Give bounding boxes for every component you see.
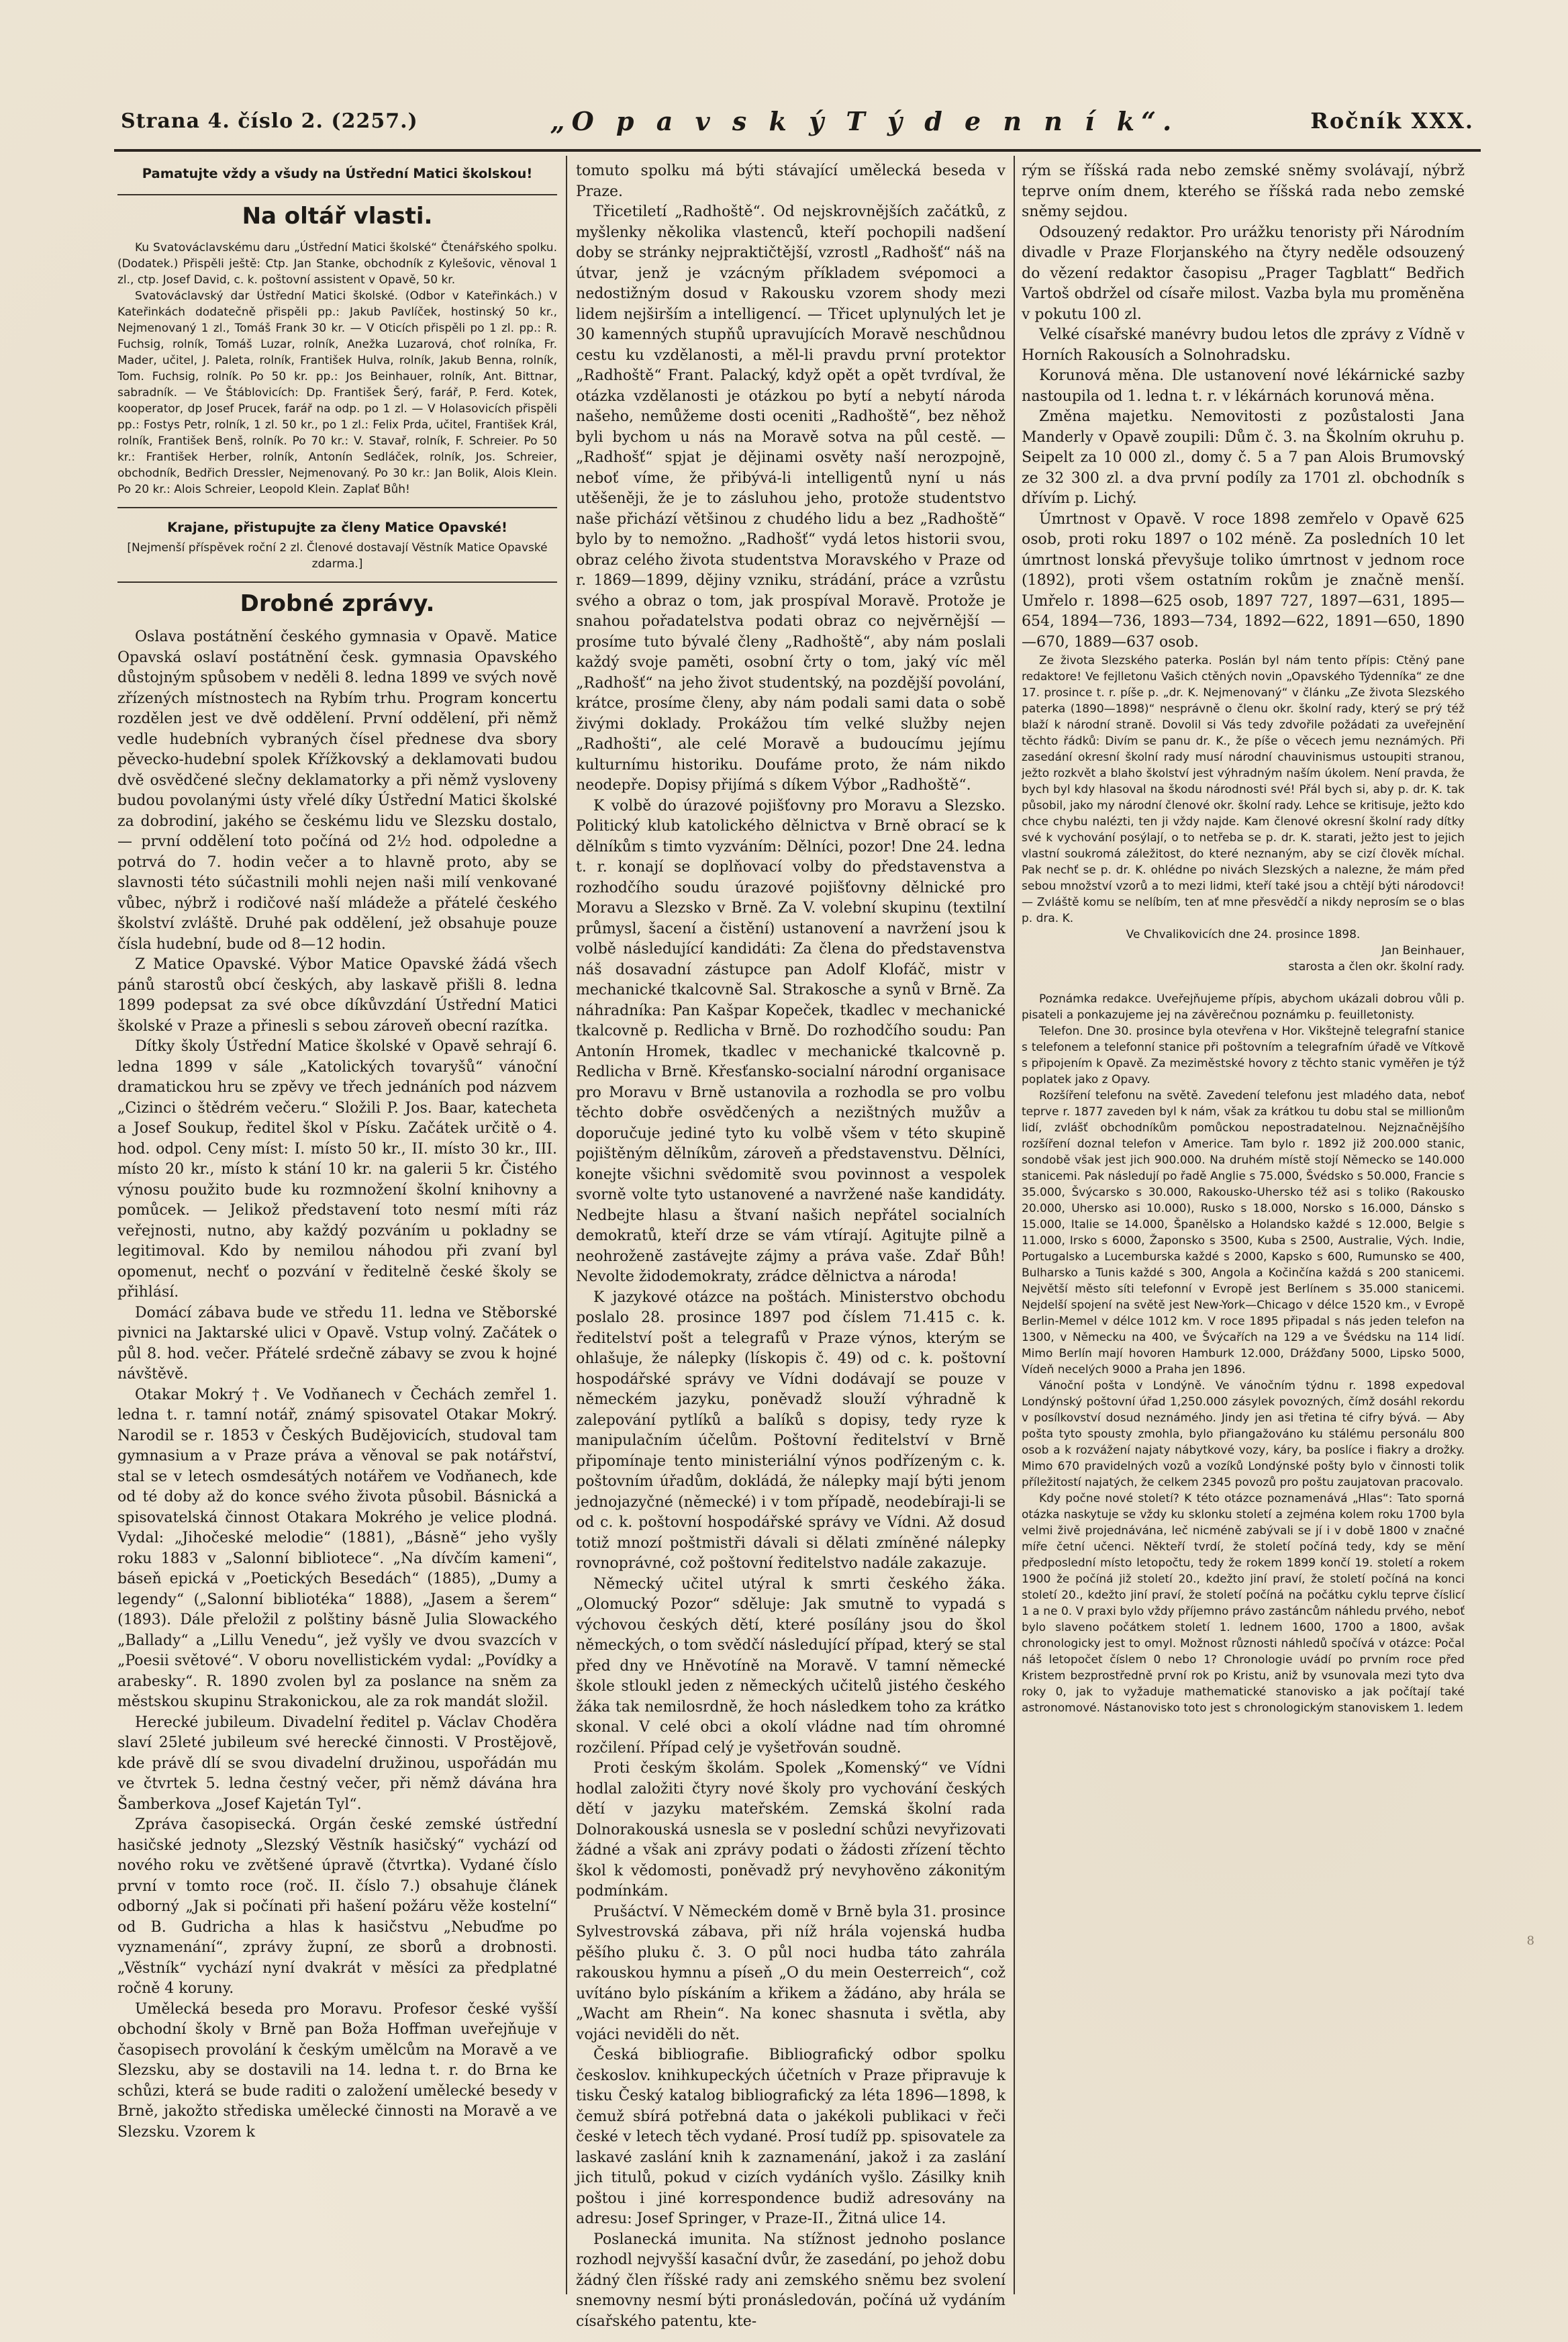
- column-divider-1: [566, 156, 567, 2294]
- header-rule: [114, 149, 1481, 152]
- letter-date: Ve Chvalikovicích dne 24. prosince 1898.: [1126, 928, 1361, 941]
- section-heading-drobne-zpravy: Drobné zprávy.: [240, 590, 435, 617]
- article-text: Rozšíření telefonu na světě. Zavedení telefonu jest mladého data, neboť teprve r. 1877 zaveden byl k nám, však za krátkou tu dobu stal se millionům lidí, zvlášť obchodníkům pomůckou nepostradatelnou. Nejznačnějšího rozšíření doznal telefon v Americe. Tam bylo r. 1892 již 200.000 stanic, sondobě však jest jich 900.000. Na druhém místě stojí Německo se 140.000 stanicemi. Pak následují po řadě Anglie s 75.000, Švédsko s 50.000, Francie s 35.000, Švýcarsko s 30.000, Rakousko-Uhersko též asi s toliko (Rakousko 20.000, Uhersko asi 10.000), Rusko s 18.000, Norsko s 16.000, Dánsko s 15.000, Italie se 14.000, Španělsko a Holandsko každé s 12.000, Belgie s 11.000, Irsko s 6000, Žaponsko s 3500, Kuba s 2500, Australie, Vých. Indie, Portugalsko a Lucemburska každé s 2000, Kapsko s 600, Rumunsko se 400, Bulharsko a Tunis každé s 300, Angola a Kočinčína každá s 200 stanicemi. Největší město síti telefonní v Evropě jest Berlínem s 35.000 stanicemi. Nejdelší spojení na světě jest New-York—Chicago v délce 1520 km., v Evropě Berlin-Memel v délce 1012 km. V roce 1895 připadal s nás jeden telefon na 1300, v Německu na 400, ve Švýcařích na 129 a ve Švédsku na 114 lidí. Mimo Berlín mají hovoren Hamburk 12.000, Drážďany 5000, Lipsko 5000, Vídeň necelých 9000 a Praha jen 1896.: [1022, 1089, 1465, 1376]
- article-text: tomuto spolku má býti stávající umělecká beseda v Praze.: [576, 162, 1006, 200]
- article-text: Z Matice Opavské. Výbor Matice Opavské žádá všech pánů starostů obcí českých, aby laskavě přišli 8. ledna 1899 podepsat za své obce díkůvzdání Ústřední Matici školské v Praze a přinesli s sebou zároveň obecní razítka.: [117, 956, 557, 1035]
- divider: [117, 581, 557, 583]
- article-text: Herecké jubileum. Divadelní ředitel p. Václav Choděra slaví 25leté jubileum své herecké činnosti. V Prostějově, kde právě dlí se svou divadelní družinou, uspořádán mu ve čtvrtek 5. ledna čestný večer, při němž dávána hra Šamberkova „Josef Kajetán Tyl“.: [117, 1714, 557, 1813]
- matice-banner: Pamatujte vždy a všudy na Ústřední Matici školskou!: [142, 166, 533, 181]
- spacer: [1022, 975, 1465, 991]
- column-divider-2: [1014, 156, 1015, 2294]
- article-text: Změna majetku. Nemovitosti z pozůstalosti Jana Manderly v Opavě zoupili: Dům č. 3. na Školním okruhu p. Seipelt za 10 000 zl., domy č. 5 a 7 pan Alois Brumovský ze 32 300 zl. a dva první podíly za 1701 zl. obchodník s dřívím p. Lichý.: [1022, 408, 1465, 507]
- editor-note: Poznámka redakce. Uveřejňujeme přípis, abychom ukázali dobrou vůli p. pisateli a ponkazujeme jej na závěrečnou poznámku p. feuilletonisty.: [1022, 992, 1465, 1022]
- article-text: Úmrtnost v Opavě. V roce 1898 zemřelo v Opavě 625 osob, proti roku 1897 o 102 méně. Za posledních 10 let úmrtnost lonská převyšuje toliko úmrtnost v jednom roce (1892), proti všem ostatním rokům je značně menší. Umřelo r. 1898—625 osob, 1897 727, 1897—631, 1895—654, 1894—736, 1893—734, 1892—622, 1891—650, 1890—670, 1889—637 osob.: [1022, 510, 1465, 651]
- divider: [117, 194, 557, 195]
- article-text: Dítky školy Ústřední Matice školské v Opavě sehrají 6. ledna 1899 v sále „Katolických tovaryšů“ vánoční dramatickou hru se zpěvy ve třech jednáních pod názvem „Cizinci o štědrém večeru.“ Složili P. Jos. Baar, katecheta a Josef Soukup, ředitel škol v Písku. Začátek určitě o 4. hod. odpol. Ceny míst: I. místo 50 kr., II. místo 30 kr., III. místo 20 kr., místo k stání 10 kr. na galerii 5 kr. Čistého výnosu použito bude ku rozmnožení školní knihovny a pomůcek. — Jelikož představení toto nesmí míti ráz veřejnosti, nutno, aby každý pozváním u pokladny se legitimoval. Kdo by nemilou náhodou při zvaní byl opomenut, nechť o pozvání v ředitelně české školy se přihlásí.: [117, 1038, 557, 1301]
- margin-mark: 8: [1526, 1934, 1534, 1948]
- page-number: Strana 4. číslo 2. (2257.): [121, 109, 418, 133]
- article-text: Korunová měna. Dle ustanovení nové lékárnické sazby nastoupila od 1. ledna t. r. v lékárnách korunová měna.: [1022, 367, 1465, 405]
- article-text: Domácí zábava bude ve středu 11. ledna ve Stěborské pivnici na Jaktarské ulici v Opavě. Vstup volný. Začátek o půl 8. hod. večer. Přátelé srdečně zábavy se zvou k hojné návštěvě.: [117, 1304, 557, 1383]
- article-text: Třicetiletí „Radhoště“. Od nejskrovnějších začátků, z myšlenky několika vlastenců, kteří pochopili nadšení doby se stránky nejpraktičtější, vzrostl „Radhošť“ náš na útvar, jenž je vzácným příkladem svépomoci a nedostižným dosud v Rakousku vzorem shody mezi lidem nejširším a intelligencí. — Třicet uplynulých let je 30 kamenných stupňů upravujících Moravě neschůdnou cestu ku vzdělanosti, a měl-li pravdu první protektor „Radhoště“ Frant. Palacký, když opět a opět tvrdíval, že otázka vzdělanosti je otázkou po bytí a nebytí národa našeho, nemůžeme dosti oceniti „Radhoště“, bez něhož byli bychom u nás na Moravě sotva na půl cestě. — „Radhošť“ spjat je dějinami osvěty naší nerozpojně, neboť víme, že přibývá-li intelligentů nyní u nás utěšeněji, že je to zásluhou jeho, protože studentstvo naše přichází většinou z chudého lidu a bez „Radhoště“ bylo by to nemožno. „Radhošť“ vydá letos historii svou, obraz celého života studentstva Moravského v Praze od r. 1869—1899, dějiny vzniku, strádání, práce a vzrůstu svého a obraz o tom, jak prospíval Moravě. Protože je snahou pořadatelstva podati obraz co nejvěrnější — prosíme tuto bývalé členy „Radhoště“, aby nám poslali každý svoje paměti, osobní črty o tom, jaký víc měl „Radhošť“ na jeho život studentský, na pozdější povolání, krátce, prosíme členy, aby nám podali sami data o sobě živými doklady. Prokážou tím velké služby nejen „Radhošti“, ale celé Moravě a budoucímu jejímu kulturnímu historiku. Doufáme proto, že nám nikdo neodepře. Dopisy přijímá s díkem Výbor „Radhoště“.: [576, 203, 1006, 794]
- article-text: K volbě do úrazové pojišťovny pro Moravu a Slezsko. Politický klub katolického dělnictva v Brně obrací se k dělníkům s timto vyzváním: Dělníci, pozor! Dne 24. ledna t. r. konají se doplňovací volby do představenstva a rozhodčího soudu úrazové pojišťovny dělnické pro Moravu a Slezsko v Brně. Za V. volební skupinu (textilní průmysl, šacení a čistění) ustanovení a navržení jsou k volbě následující kandidáti: Za člena do představenstva náš dosavadní zástupce pan Adolf Klofáč, mistr v mechanické tkalcovně Sal. Strakosche a synů v Brně. Za náhradníka: Pan Kašpar Kopeček, tkadlec v mechanické tkalcovně p. Redlicha v Brně. Do rozhodčího soudu: Pan Antonín Hromek, tkadlec v mechanické tkalcovně p. Redlicha v Brně. Křesťansko-socialní národní organisace pro Moravu v Brně ustanovila a rozhodla se pro volbu těchto dobře osvědčených a nezištných mužův a doporučuje jediné tyto ku volbě všem v této skupině pojištěným dělníkům, zároveň a představenstvu. Dělníci, konejte všichni svědomitě svou povinnost a vespolek svorně volte tyto ustanovené a navržené naše kandidáty. Nedbejte hlasu a štvaní našich nepřátel socialních demokratů, kteří drze se vám vtírají. Agitujte pilně a neohroženě zastávejte zájmy a práva vaše. Zdař Bůh! Nevolte židodemokraty, zrádce dělnictva a národa!: [576, 797, 1006, 1285]
- newspaper-title: „O p a v s k ý T ý d e n n í k“.: [550, 105, 1179, 136]
- article-text: Vánoční pošta v Londýně. Ve vánočním týdnu r. 1898 expedoval Londýnský poštovní úřad 1,250.000 zásylek povozných, čímž dosáhl rekordu v posílkovství dosud neznámého. Jindy jen asi třetina té cifry bývá. — Aby pošta tyto spousty zmohla, bylo přiangažováno ku stálému personálu 800 osob a k rozvážení najaty nábytkové vozy, káry, ba poslíce i fiakry a drožky. Mimo 670 pravidelných vozů a vozíků Londýnské pošty bylo v činnosti tolik příležitostí najatých, že celkem 2345 povozů pro poštu zaujatovan pracovalo.: [1022, 1379, 1465, 1489]
- article-text: Kdy počne nové století? K této otázce poznamenává „Hlas“: Tato sporná otázka naskytuje se vždy ku sklonku století a zejména kolem roku 1700 byla velmi živě projednávána, leč nicméně zabývali se jí i v době 1800 v značné míře četní učenci. Někteří tvrdí, že století počíná tedy, kdy se mění předposlední místo letopočtu, tedy že rokem 1899 končí 19. století a rokem 1900 že počíná již století 20., kdežto jiní praví, že století počíná na konci století 20., kdežto jiní praví, že století počíná na počátku cyklu teprve číslicí 1 a ne 0. V praxi bylo vždy příjemno právo zastáncům náhledu prvého, neboť bylo slaveno počátkem století 1. lednem 1600, 1700 a 1800, avšak chronologicky jest to omyl. Možnost různosti náhledů spočívá v otázce: Počal náš letopočet číslem 0 nebo 1? Chronologie uvádí po prvním roce před Kristem bezprostředně první rok po Kristu, aniž by vsunovala mezi tyto dva roky 0, jak to vyžaduje mathematické stanovisko a jak počítají také astronomové. Nástanovisko toto jest s chronologickým stanoviskem 1. ledem: [1022, 1492, 1465, 1715]
- letter-signature-role: starosta a člen okr. školní rady.: [1288, 960, 1465, 974]
- article-text: Česká bibliografie. Bibliografický odbor spolku českoslov. knihkupeckých účetních v Praze připravuje k tisku Český katalog bibliografický za léta 1896—1898, k čemuž sbírá potřebná data o jakékoli publikaci v řeči české v letech těch vydané. Prosí tudíž pp. spisovatele za laskavé zaslání knih k zaznamenání, jakož i za zaslání jich titulů, pokud v cizích vydáních vyšlo. Zásilky knih poštou i jiné korrespondence budiž adresovány na adresu: Josef Springer, v Praze-II., Žitná ulice 14.: [576, 2047, 1006, 2227]
- appeal-text: [Nejmenší příspěvek roční 2 zl. Členové dostavají Věstník Matice Opavské zdarma.]: [127, 541, 548, 571]
- article-text: K jazykové otázce na poštách. Ministerstvo obchodu poslalo 28. prosince 1897 pod číslem 71.415 c. k. ředitelství pošt a telegrafů v Praze výnos, kterým se ohlašuje, že nálepky (lískopis č. 49) od c. k. poštovní hospodářské správy ve Vídni dodávají se pouze v německém jazyku, poněvadž slouží výhradně k zalepování pytlíků a balíků s dopisy, tedy ryze k manipulačním účelům. Poštovní ředitelství v Brně připomínaje tento ministeriální výnos podřízeným c. k. poštovním úřadům, dokládá, že nálepky mají býti jenom jednojazyčné (německé) i v tom případě, neodebíraji-li se od c. k. poštovní hospodářské správy ve Vídni. Až dosud totiž mnozí poštmistři dávali si dělati zmíněné nálepky rovnoprávné, což poštovní ředitelstvo nadále zakazuje.: [576, 1289, 1006, 1572]
- section-heading-na-oltar: Na oltář vlasti.: [242, 202, 433, 230]
- article-text: Prušáctví. V Německém domě v Brně byla 31. prosince Sylvestrovská zábava, při níž hrála vojenská hudba pěšího pluku č. 3. O půl noci hudba táto zahrála rakouskou hymnu a píseň „O du mein Oesterreich“, což uvítáno bylo pískáním a křikem a žádáno, aby hrála se „Wacht am Rhein“. Na konec shasnuta i světla, aby vojáci neviděli do nět.: [576, 1903, 1006, 2043]
- article-text: Svatováclavský dar Ústřední Matici školské. (Odbor v Kateřinkách.) V Kateřinkách dodatečně přispěli pp.: Jakub Pavlíček, hostinský 50 kr., Nejmenovaný 1 zl., Tomáš Frank 30 kr. — V Oticích přispěli po 1 zl. pp.: R. Fuchsig, rolník, Tomáš Luzar, rolník, Anežka Luzarová, choť rolníka, Fr. Mader, učitel, J. Paleta, rolník, František Hulva, rolník, Jakub Benna, rolník, Tom. Fuchsig, rolník. Po 50 kr. pp.: Jos Beinhauer, rolník, Ant. Bittnar, sabradník. — Ve Štáblovicích: Dp. František Šerý, farář, P. Ferd. Kotek, kooperator, dp Josef Prucek, farář na odp. po 1 zl. — V Holasovicích přispěli pp.: Fostys Petr, rolník, 1 zl. 50 kr., po 1 zl.: Felix Prda, učitel, František Král, rolník, František Benš, rolník. Po 70 kr.: V. Stavař, rolník, F. Schreier. Po 50 kr.: František Herber, rolník, Antonín Sedláček, rolník, Jos. Schreier, obchodník, Bedřich Dressler, Nejmenovaný. Po 30 kr.: Jan Bolik, Alois Klein. Po 20 kr.: Alois Schreier, Leopold Klein. Zaplať Bůh!: [117, 289, 557, 496]
- article-text: rým se říšská rada nebo zemské sněmy svolávají, nýbrž teprve oním dnem, kterého se říšská rada nebo zemské sněmy sejdou.: [1022, 162, 1465, 220]
- column-1: [117, 161, 557, 2290]
- article-text: Oslava postátnění českého gymnasia v Opavě. Matice Opavská oslaví postátnění česk. gymnasia Opavského důstojným spůsobem v neděli 8. ledna 1899 ve svých nově zřízených místnostech na Rybím trhu. Program koncertu rozdělen jest ve dvě oddělení. První oddělení, při němž vedle hudebních vybraných čísel přednese dva sbory pěvecko-hudební spolek Křížkovský a deklamovati budou dvě osvědčené slečny deklamatorky a při němž vysloveny budou povolanými ústy vřelé díky Ústřední Matici školské za dobrodiní, jakého se českému lidu ve Slezsku dostalo, — první oddělení toto počíná od 2½ hod. odpoledne a potrvá do 7. hodin večer a to hlavně proto, aby se slavnosti této súčastnili mohli nejen naši milí venkované vůbec, nýbrž i rodičové naší mládeže a přátelé českého školství zvláště. Druhé pak oddělení, jež obsahuje pouze čísla hudební, bude od 8—12 hodin.: [117, 628, 557, 953]
- divider: [117, 507, 557, 508]
- article-text: Otakar Mokrý †. Ve Vodňanech v Čechách zemřel 1. ledna t. r. tamní notář, známý spisovatel Otakar Mokrý. Narodil se r. 1853 v Českých Budějovicích, studoval tam gymnasium a v Praze práva a věnoval se pak notářství, stal se v letech osmdesátých notářem ve Vodňanech, kde od té doby až do konce svého života působil. Básnická a spisovatelská činnost Otakara Mokrého je velice plodná. Vydal: „Jihočeské melodie“ (1881), „Básně“ jeho vyšly roku 1883 v „Salonní bibliotece“. „Na dívčím kameni“, báseň epická v „Poetických Besedách“ (1885), „Dumy a legendy“ („Salonní bibliotéka“ 1888), „Jasem a šerem“ (1893). Dále přeložil z polštiny básně Julia Slowackého „Ballady“ a „Lillu Venedu“, jež vyšly ve dvou svazcích v „Poesii světové“. V oboru novellistickém vydal: „Povídky a arabesky“. R. 1890 zvolen byl za poslance na sněm za městskou skupinu Strakonickou, ale za rok mandát složil.: [117, 1386, 557, 1710]
- article-text: Ze života Slezského paterka. Poslán byl nám tento přípis: Ctěný pane redaktore! Ve fejlletonu Vašich ctěných novin „Opavského Týdenníka“ ze dne 17. prosince t. r. píše p. „dr. K. Nejmenovaný“ v článku „Ze života Slezského paterka (1890—1898)“ nesprávně o členu okr. školní rady, který se prý též blaží k národní straně. Dovolil si Vás tedy zdvořile požádati za uveřejnění těchto řádků: Divím se panu dr. K., že píše o věcech jemu neznámých. Při zasedání okresní školní rady musí národní chauvinismus ustoupiti stranou, ježto rozkvět a blaho školství jest výhradným naším úkolem. Není pravda, že bych byl kdy hlasoval na škodu národnosti své! Přál bych si, aby p. dr. K. tak působil, jako my národní členové okr. školní rady. Lehce se kritisuje, ježto kdo chce chybu nalézti, ten ji vždy najde. Kam členové okresní školní rady dítky své k vychování posýlají, o to netřeba se p. dr. K. starati, ježto jest to jejich vlastní soukromá záležitost, do které neznaným, aby se cizí člověk míchal. Pak nechť se p. dr. K. ohlédne po nivách Slezských a nalezne, že mám před sebou množství vzorů a to mezi lidmi, kteří také jsou a chtějí býti národovci! — Zvláště komu se nelíbím, ten ať mne přesvědčí a nikdy neprosím se o blas p. dra. K.: [1022, 654, 1465, 925]
- page-header: [121, 101, 1474, 141]
- column-3: [1022, 161, 1465, 2290]
- article-text: Odsouzený redaktor. Pro urážku tenoristy při Národním divadle v Praze Florjanského na čtyry neděle odsouzený do vězení redaktor časopisu „Prager Tagblatt“ Bedřich Vartoš obdržel od císaře milost. Vazba byla mu proměněna v pokutu 100 zl.: [1022, 224, 1465, 323]
- article-text: Ku Svatováclavskému daru „Ústřední Matici školské“ Čtenářského spolku. (Dodatek.) Přispěli ještě: Ctp. Jan Stanke, obchodník z Kylešovic, věnoval 1 zl., ctp. Josef David, c. k. poštovní assistent v Opavě, 50 kr.: [117, 241, 557, 287]
- appeal-title: Krajane, přistupujte za členy Matice Opavské!: [167, 520, 507, 535]
- column-2: [576, 161, 1006, 2330]
- article-text: Umělecká beseda pro Moravu. Profesor české vyšší obchodní školy v Brně pan Boža Hoffman uveřejňuje v časopisech provolání k českým umělcům na Moravě a ve Slezsku, aby se dostavili na 14. ledna t. r. do Brna ke schůzi, která se bude raditi o založení umělecké besedy v Brně, jakožto střediska umělecké činnosti na Moravě a ve Slezsku. Vzorem k: [117, 2000, 557, 2141]
- volume-number: Ročník XXX.: [1310, 108, 1474, 134]
- article-text: Velké císařské manévry budou letos dle zprávy z Vídně v Horních Rakousích a Solnohradsku.: [1022, 326, 1465, 364]
- letter-signature-name: Jan Beinhauer,: [1381, 944, 1465, 957]
- article-text: Poslanecká imunita. Na stížnost jednoho poslance rozhodl nejvyšší kasační dvůr, že zasedání, po jehož dobu žádný člen říšské rady ani zemského sněmu bez svolení snemovny nesmí býti pronásledován, počíná už vydáním císařského patentu, kte-: [576, 2231, 1006, 2330]
- article-text: Německý učitel utýral k smrti českého žáka. „Olomucký Pozor“ sděluje: Jak smutně to vypadá s výchovou českých dětí, které posílány jsou do škol německých, o tom svědčí následující případ, který se stal před dny ve Hněvotíně na Moravě. V tamní německé škole stloukl jeden z německých učitelů jistého českého žáka tak nemilosrdně, že hoch následkem toho za krátko skonal. V celé obci a okolí vládne nad tím ohromné rozčilení. Případ celý je vyšetřován soudně.: [576, 1575, 1006, 1756]
- article-text: Telefon. Dne 30. prosince byla otevřena v Hor. Vikštejně telegrafní stanice s telefonem a telefonní stanice při poštovním a telegrafním úřadě ve Vítkově s připojením k Opavě. Za meziměstské hovory z těchto stanic vyměřen je týž poplatek jako z Opavy.: [1022, 1025, 1465, 1086]
- article-text: Zpráva časopisecká. Orgán české zemské ústřední hasičské jednoty „Slezský Věstník hasičský“ vychází od nového roku ve zvětšené úpravě (čtvrtka). Vydané číslo první v tomto roce (roč. II. číslo 7.) obsahuje článek odborný „Jak si počínati při hašení požáru věže kostelní“ od B. Gudricha a hlas k hasičstvu „Nebuďme po vyznamenání“, zprávy župní, ze sborů a drobnosti. „Věstník“ vychází nyní dvakrát v měsíci za předplatné ročně 4 koruny.: [117, 1816, 557, 1997]
- article-text: Proti českým školám. Spolek „Komenský“ ve Vídni hodlal založiti čtyry nové školy pro vychování českých dětí v jazyku mateřském. Zemská školní rada Dolnorakouská usnesla se v poslední schůzi nevyřizovati žádné a však ani zprávy podati o žádosti zřízení těchto škol k vědomosti, poněvadž prý nevyhověno zákonitým podmínkám.: [576, 1760, 1006, 1900]
